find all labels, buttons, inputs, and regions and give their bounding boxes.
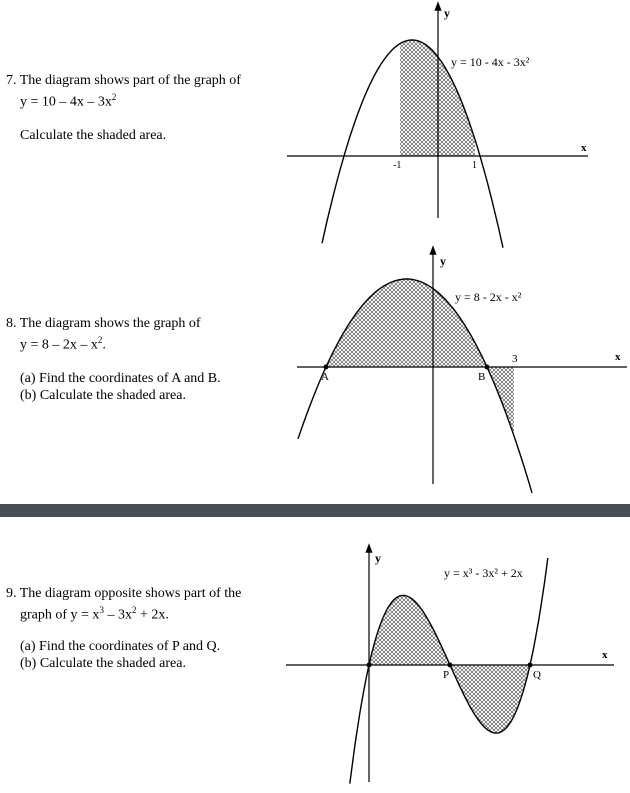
graph-9-point-p-label: P (443, 669, 450, 681)
graph-9-point-p-marker (448, 663, 453, 668)
question-9-number: 9. (6, 586, 17, 601)
question-8-equation: $y = 8 - 2x - x^2$. (20, 335, 106, 353)
question-7-number: 7. (6, 73, 17, 88)
graph-9-point-q-marker (528, 663, 533, 668)
graph-7-tick-minus-1: -1 (393, 160, 402, 171)
question-8-number: 8. (6, 316, 17, 331)
graph-8-point-a-label: A (321, 371, 329, 383)
graph-9-shaded-region-below (450, 665, 530, 733)
question-7-intro: 7. The diagram shows part of the graph of (6, 73, 241, 88)
graph-9-curve-label: y = x³ - 3x² + 2x (444, 566, 523, 580)
graph-8-y-label: y (440, 254, 446, 268)
graph-8-tick-3: 3 (512, 353, 518, 365)
graph-9-y-label: y (375, 551, 381, 565)
question-9-intro: 9. The diagram opposite shows part of the (6, 586, 242, 601)
graph-8-point-b-marker (485, 365, 490, 370)
graph-8-x-label: x (615, 351, 621, 363)
question-9-part-b: (b) Calculate the shaded area. (20, 655, 186, 671)
graph-7-y-label: y (444, 6, 450, 20)
question-7-equation: $y = 10 - 4x - 3x^2$ (20, 92, 117, 110)
graph-9 (286, 548, 614, 784)
graph-9-point-q-label: Q (533, 669, 541, 681)
question-7-task: Calculate the shaded area. (20, 127, 167, 143)
graph-7-curve-label: y = 10 - 4x - 3x² (451, 55, 530, 69)
graph-7-x-label: x (581, 142, 587, 154)
question-8-part-b: (b) Calculate the shaded area. (20, 387, 186, 403)
graph-8 (297, 250, 627, 493)
question-8-intro: 8. The diagram shows the graph of (6, 316, 201, 331)
graph-7 (287, 6, 588, 248)
graph-8-point-a-marker (324, 365, 329, 370)
graph-9-shaded-region-above (369, 595, 450, 665)
question-8-part-a: (a) Find the coordinates of A and B. (20, 370, 221, 386)
graph-7-tick-1: 1 (472, 160, 477, 171)
graph-9-x-label: x (602, 649, 608, 661)
graph-9-origin-marker (367, 663, 372, 668)
graph-8-curve-label: y = 8 - 2x - x² (455, 290, 522, 304)
graph-8-point-b-label: B (478, 371, 486, 383)
question-9-equation: graph of $y = x^3 - 3x^2 + 2x$. (20, 605, 169, 623)
question-9-part-a: (a) Find the coordinates of P and Q. (20, 638, 221, 654)
